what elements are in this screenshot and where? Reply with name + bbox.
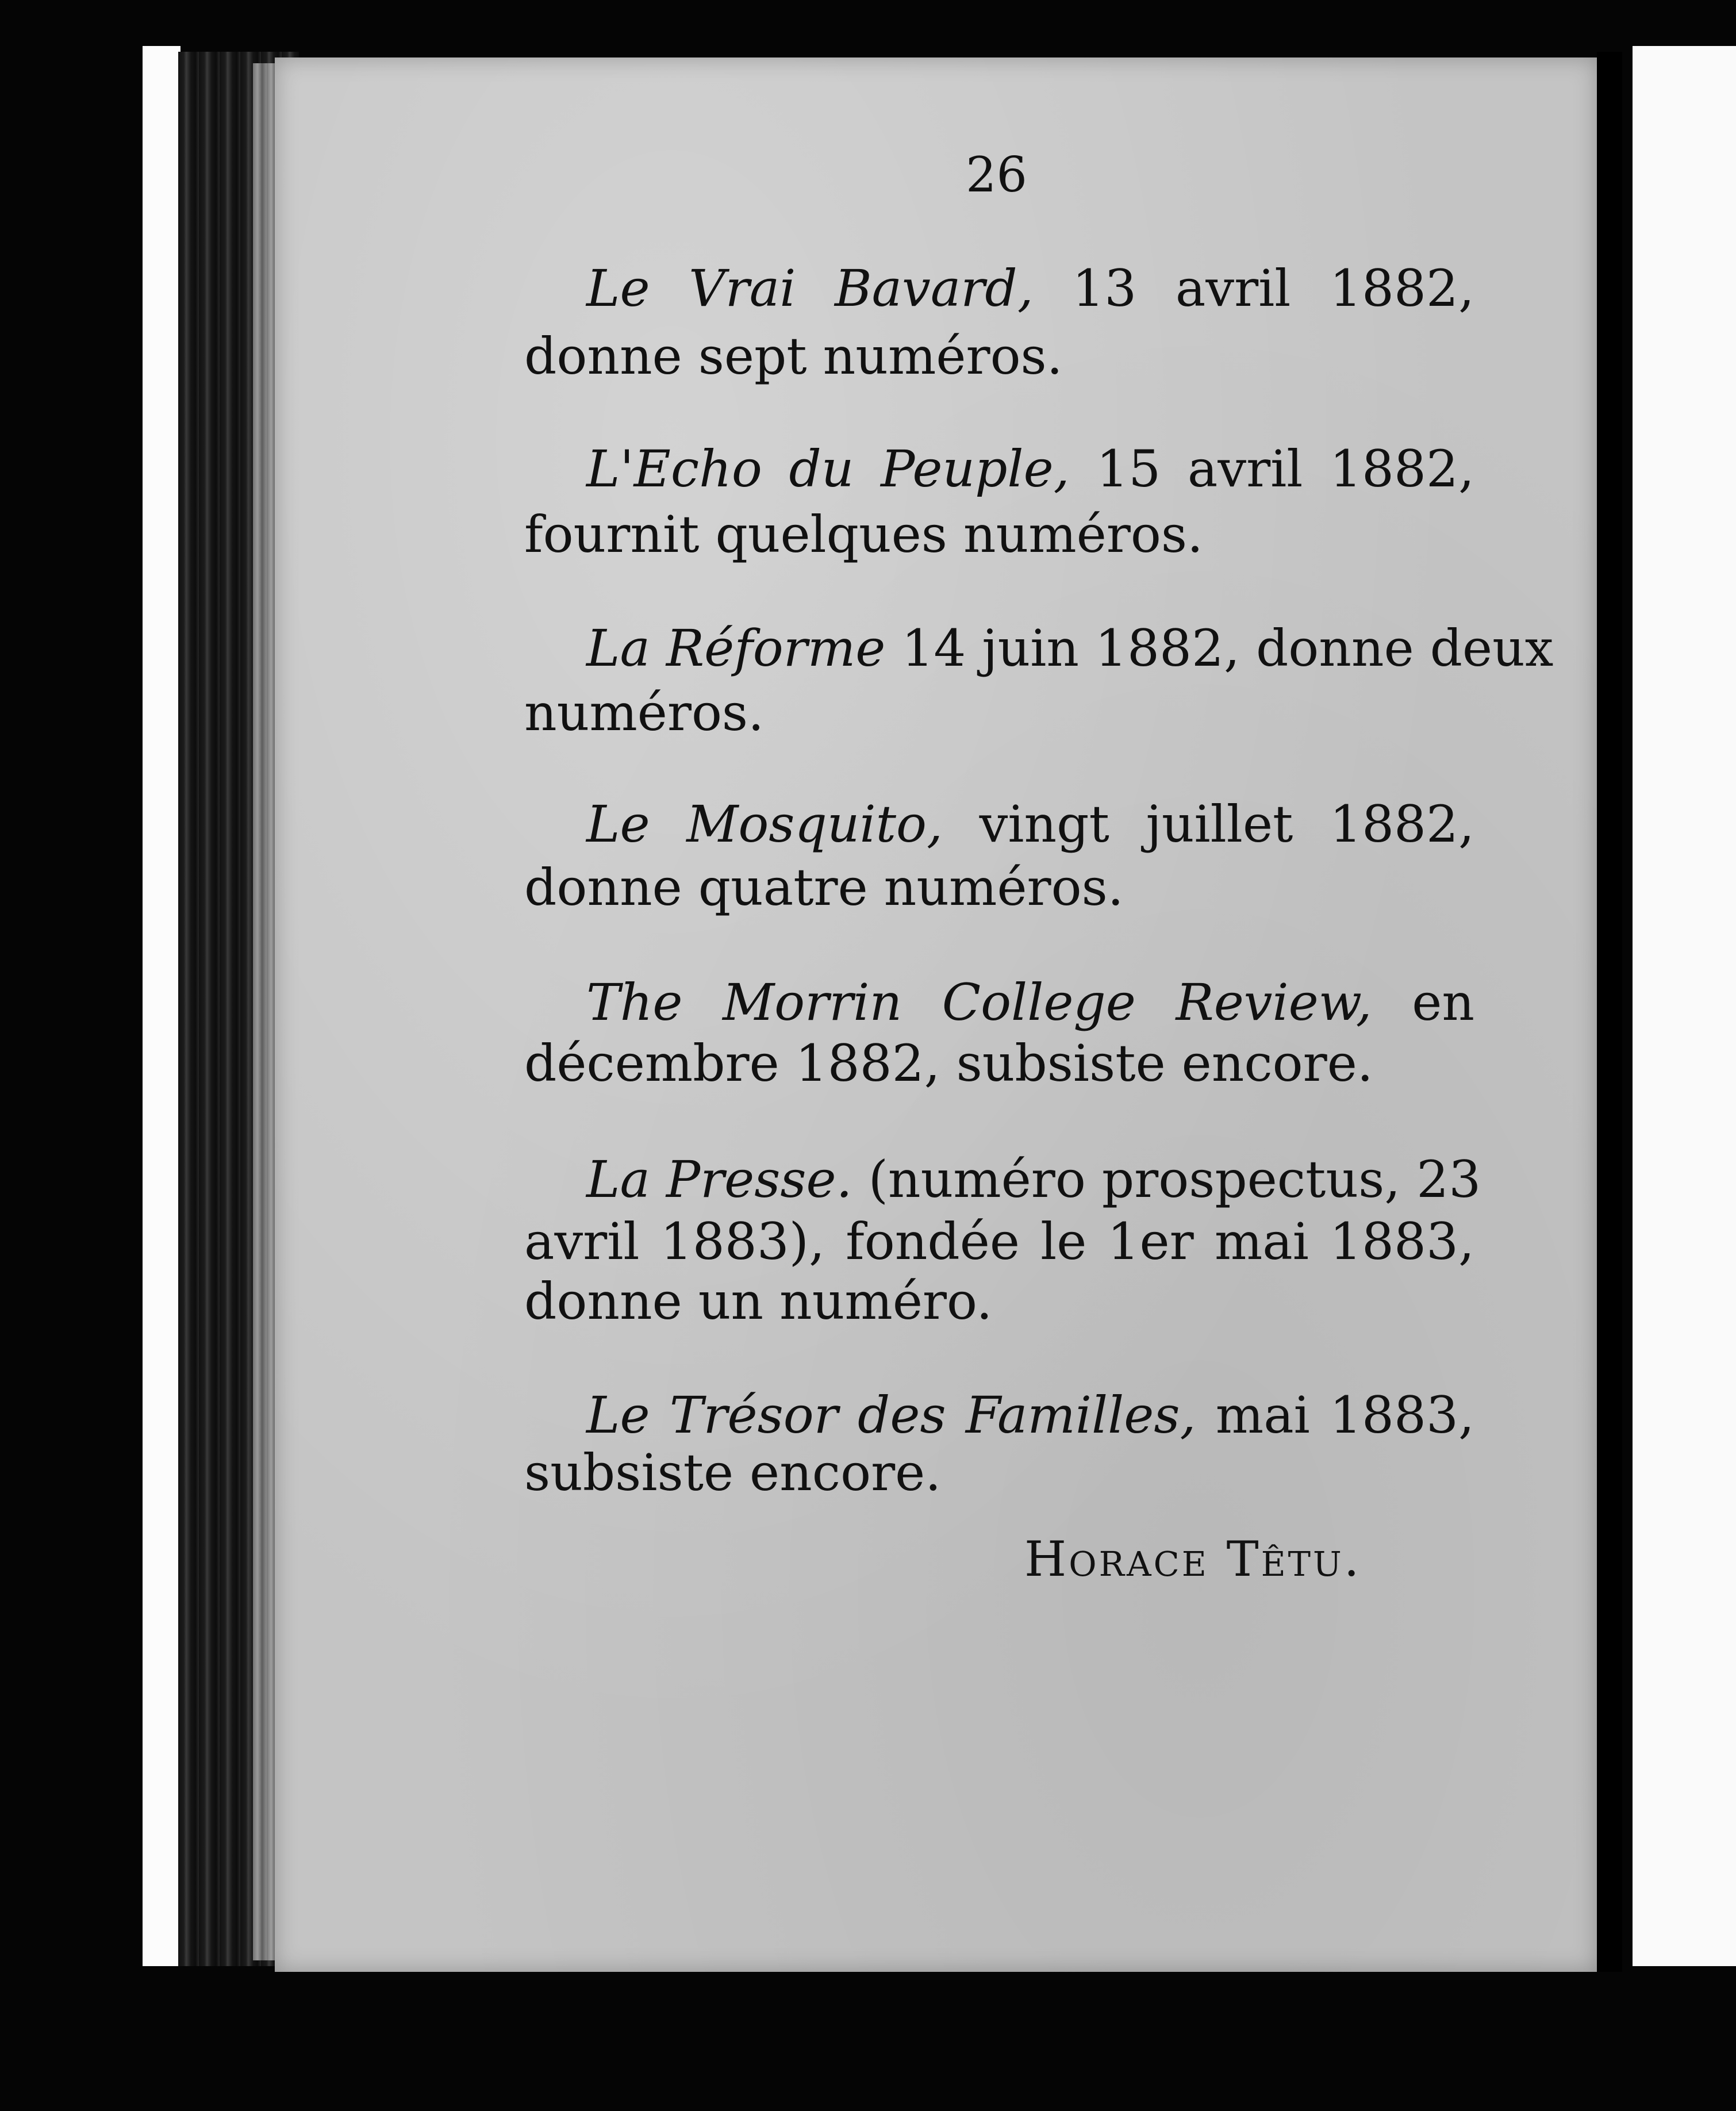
entry-3-details: 14 juin 1882, donne deux [901, 619, 1554, 678]
entry-2-line-2: fournit quelques numéros. [524, 505, 1203, 564]
entry-7-title: Le Trésor des Familles, [586, 1385, 1196, 1445]
entry-5-title: The Morrin College Review, [586, 973, 1372, 1032]
entry-1-title: Le Vrai Bavard, [586, 259, 1034, 318]
entry-4-title: Le Mosquito, [586, 794, 943, 854]
entry-6-details: (numéro prospectus, 23 [868, 1150, 1481, 1209]
entry-5-rest: en [1412, 973, 1474, 1032]
left-margin-strip [143, 46, 180, 1966]
entry-5-line-2: décembre 1882, subsiste encore. [524, 1034, 1373, 1093]
entry-6-line-3: donne un numéro. [524, 1272, 993, 1331]
author-signature: Horace Têtu. [1024, 1531, 1362, 1587]
entry-3-line-1 [586, 619, 1554, 678]
entry-2-line-1 [586, 439, 1474, 498]
entry-3-title: La Réforme [586, 619, 886, 678]
entry-3-line-2: numéros. [524, 683, 765, 742]
entry-1-line-2: donne sept numéros. [524, 327, 1063, 386]
entry-4-line-1 [586, 794, 1474, 854]
entry-4-date: vingt juillet 1882, [979, 794, 1474, 854]
entry-6-line-1 [586, 1150, 1481, 1209]
page-number: 26 [966, 147, 1027, 203]
entry-1-date: 13 avril 1882, [1072, 259, 1474, 318]
right-margin-strip [1633, 46, 1736, 1966]
right-binding-shadow [1597, 52, 1622, 1972]
entry-7-date: mai 1883, [1215, 1385, 1474, 1445]
entry-4-line-2: donne quatre numéros. [524, 858, 1124, 917]
entry-6-title: La Presse. [586, 1150, 852, 1209]
entry-5-line-1 [586, 973, 1474, 1032]
entry-2-title: L'Echo du Peuple, [586, 439, 1070, 498]
entry-1-line-1 [586, 259, 1474, 318]
entry-6-line-2: avril 1883), fondée le 1er mai 1883, [524, 1212, 1474, 1271]
entry-7-line-2: subsiste encore. [524, 1443, 942, 1502]
entry-2-date: 15 avril 1882, [1096, 439, 1474, 498]
entry-7-line-1 [586, 1385, 1474, 1445]
bottom-scan-border [0, 1978, 1736, 2111]
